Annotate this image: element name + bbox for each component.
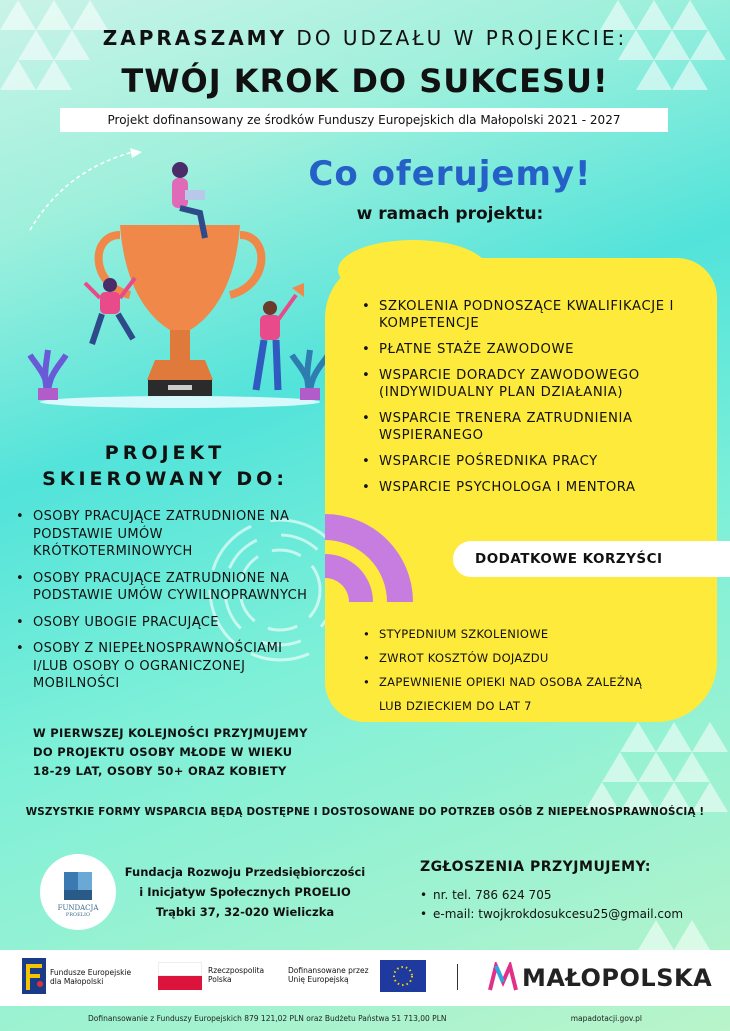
- project-title: TWÓJ KROK DO SUKCESU!: [121, 62, 609, 100]
- eu-funds-logo-icon: [22, 958, 46, 994]
- target-list: [16, 508, 316, 702]
- purple-arc-decoration: [325, 514, 415, 604]
- phone-number[interactable]: • nr. tel. 786 624 705: [420, 886, 720, 905]
- eu-funds-logo-text: Fundusze Europejskie dla Małopolski: [50, 968, 132, 986]
- list-item: • OSOBY UBOGIE PRACUJĄCE: [16, 614, 316, 632]
- list-item-continuation: LUB DZIECKIEM DO LAT 7: [379, 699, 532, 713]
- poland-flag-icon: [158, 962, 202, 990]
- foundation-logo-text: FUNDACJA PROELIO: [57, 904, 99, 918]
- benefits-list: [363, 626, 693, 722]
- list-item: • PŁATNE STAŻE ZAWODOWE: [362, 341, 692, 358]
- email-address[interactable]: • e-mail: twojkrokdosukcesu25@gmail.com: [420, 905, 720, 924]
- trophy-illustration: [20, 140, 340, 410]
- list-item: • OSOBY PRACUJĄCE ZATRUDNIONE NA PODSTAWIE UMÓW KRÓTKOTERMINOWYCH: [16, 508, 316, 561]
- footer-site-link[interactable]: mapadotacji.gov.pl: [570, 1014, 642, 1023]
- malopolska-logo-text: MAŁOPOLSKA: [522, 964, 713, 992]
- contact-title: ZGŁOSZENIA PRZYJMUJEMY:: [420, 859, 652, 875]
- eu-flag-icon: [380, 960, 426, 992]
- priority-note: W PIERWSZEJ KOLEJNOŚCI PRZYJMUJEMY DO PROJEKTU OSOBY MŁODE W WIEKU 18-29 LAT, OSOBY 50+ ORAZ KOBIETY: [33, 726, 308, 778]
- malopolska-logo-icon: [488, 962, 518, 992]
- eu-logo-text: Dofinansowane przez Unię Europejską: [288, 966, 369, 984]
- foundation-logo: [40, 854, 116, 930]
- target-title: PROJEKT SKIEROWANY DO:: [42, 442, 288, 490]
- list-item: • OSOBY Z NIEPEŁNOSPRAWNOŚCIAMI I/LUB OSOBY O OGRANICZONEJ MOBILNOŚCI: [16, 640, 316, 693]
- offer-subtitle: w ramach projektu:: [356, 204, 544, 224]
- list-item: • SZKOLENIA PODNOSZĄCE KWALIFIKACJE I KOMPETENCJE: [362, 298, 692, 332]
- list-item: • ZAPEWNIENIE OPIEKI NAD OSOBA ZALEŻNĄ: [363, 674, 693, 690]
- list-item: • WSPARCIE PSYCHOLOGA I MENTORA: [362, 479, 692, 496]
- footer-funding: Dofinansowanie z Funduszy Europejskich 879 121,02 PLN oraz Budżetu Państwa 51 713,00 PLN: [88, 1014, 447, 1023]
- offer-list: [362, 298, 692, 505]
- foundation-info: Fundacja Rozwoju Przedsiębiorczości i Inicjatyw Społecznych PROELIO Trąbki 37, 32-020 Wieliczka: [124, 865, 366, 919]
- logo-divider: [457, 964, 458, 990]
- list-item: • STYPEDNIUM SZKOLENIOWE: [363, 626, 693, 642]
- list-item: • WSPARCIE POŚREDNIKA PRACY: [362, 453, 692, 470]
- accessibility-note: WSZYSTKIE FORMY WSPARCIA BĘDĄ DOSTĘPNE I DOSTOSOWANE DO POTRZEB OSÓB Z NIEPEŁNOSPRAWNOŚCIĄ !: [25, 806, 705, 818]
- list-item: • WSPARCIE DORADCY ZAWODOWEGO (INDYWIDUALNY PLAN DZIAŁANIA): [362, 367, 692, 401]
- funding-line: Projekt dofinansowany ze środków Funduszy Europejskich dla Małopolski 2021 - 2027: [60, 108, 668, 132]
- list-item: • ZWROT KOSZTÓW DOJAZDU: [363, 650, 693, 666]
- poland-logo-text: Rzeczpospolita Polska: [208, 966, 265, 984]
- invite-heading: ZAPRASZAMY DO UDZAŁU W PROJEKCIE:: [102, 26, 628, 50]
- benefits-title: DODATKOWE KORZYŚCI: [453, 541, 730, 577]
- contact-list: [420, 886, 720, 924]
- offer-title: Co oferujemy!: [308, 154, 592, 194]
- list-item: • OSOBY PRACUJĄCE ZATRUDNIONE NA PODSTAWIE UMÓW CYWILNOPRAWNYCH: [16, 570, 316, 605]
- foundation-logo-icon: [40, 854, 116, 930]
- footer: [0, 1006, 730, 1031]
- list-item: • WSPARCIE TRENERA ZATRUDNIENIA WSPIERANEGO: [362, 410, 692, 444]
